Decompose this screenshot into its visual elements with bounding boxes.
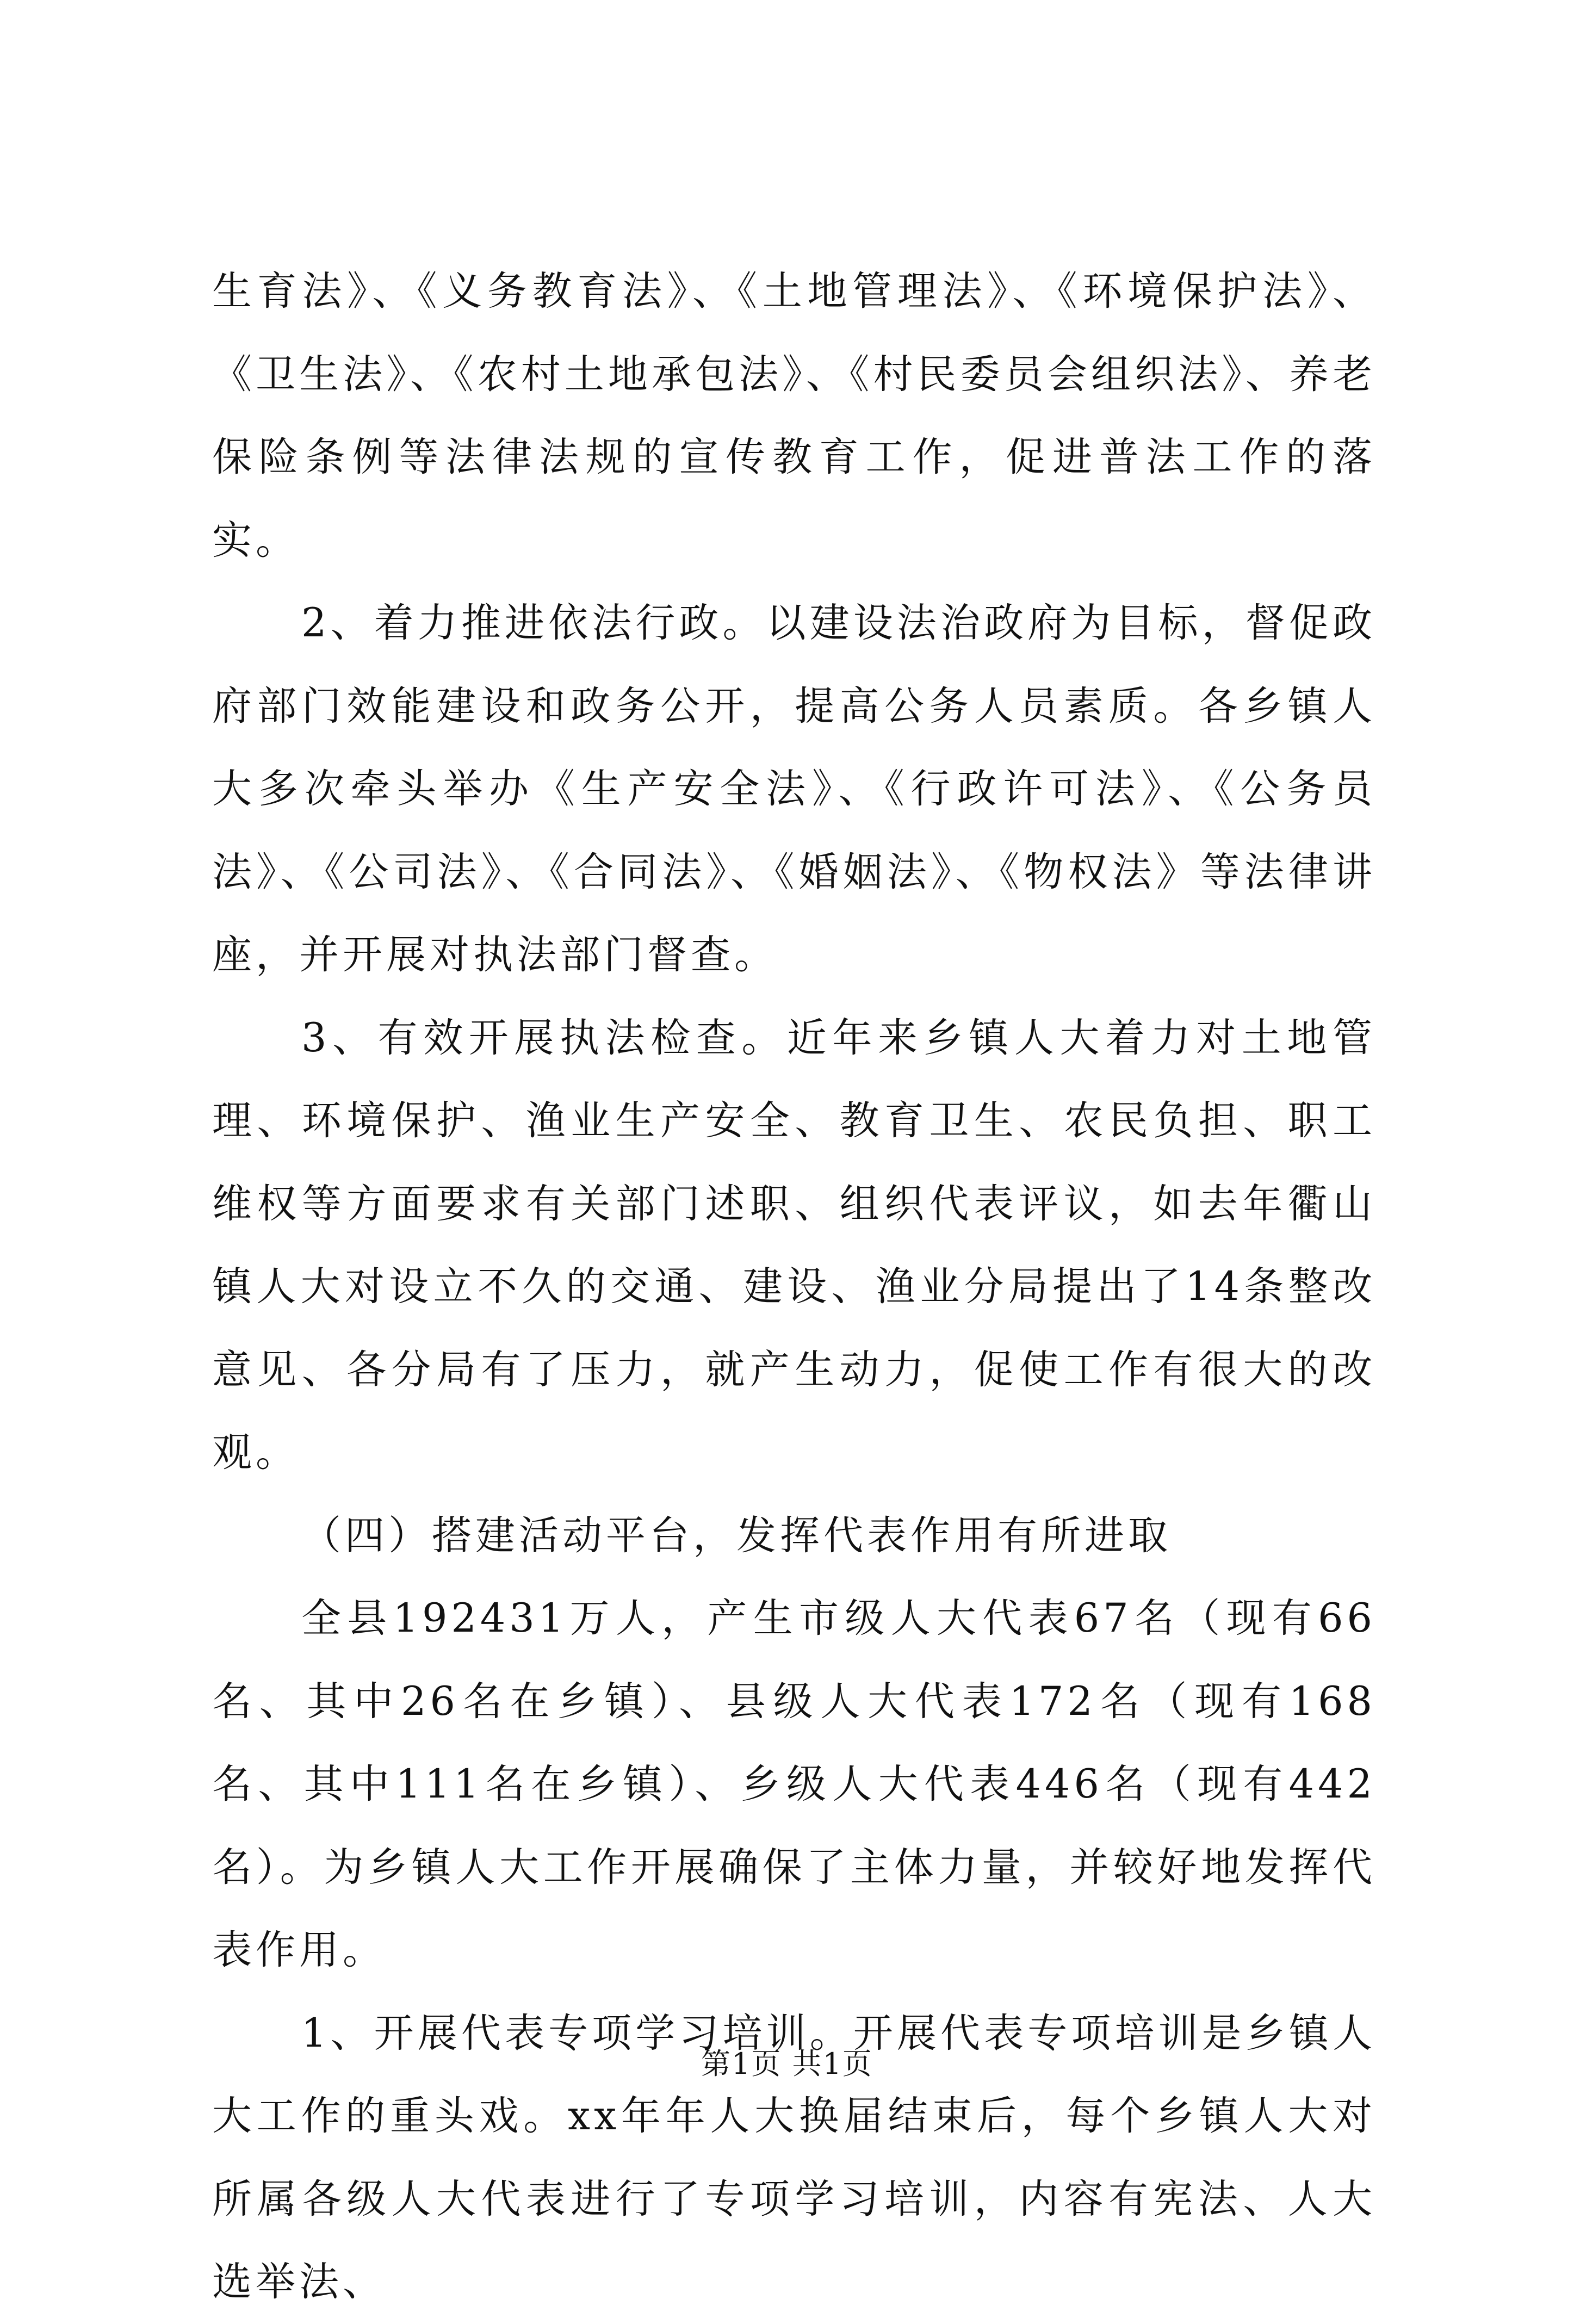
- paragraph-item-2: 2、着力推进依法行政。以建设法治政府为目标，督促政府部门效能建设和政务公开，提高公务人员素质。各乡镇人大多次牵头举办《生产安全法》、《行政许可法》、《公务员法》、《公司法》、《合同法》、《婚姻法》、《物权法》等法律讲座，并开展对执法部门督查。: [212, 600, 1376, 978]
- paragraph-continuation: 生育法》、《义务教育法》、《土地管理法》、《环境保护法》、《卫生法》、《农村土地承包法》、《村民委员会组织法》、养老保险条例等法律法规的宣传教育工作，促进普法工作的落实。: [212, 268, 1376, 563]
- paragraph-representatives: 全县192431万人，产生市级人大代表67名（现有66名、其中26名在乡镇）、县级人大代表172名（现有168名、其中111名在乡镇）、乡级人大代表446名（现有442名）。为乡镇人大工作开展确保了主体力量，并较好地发挥代表作用。: [212, 1595, 1376, 1973]
- paragraph-item-1: 1、开展代表专项学习培训。开展代表专项培训是乡镇人大工作的重头戏。xx年年人大换届结束后，每个乡镇人大对所属各级人大代表进行了专项学习培训，内容有宪法、人大选举法、: [212, 2010, 1376, 2305]
- page-footer: 第1页 共1页: [701, 2047, 873, 2081]
- body-text: [212, 250, 1376, 2324]
- section-heading-4: （四）搭建活动平台，发挥代表作用有所进取: [301, 1512, 1172, 1559]
- paragraph-item-3: 3、有效开展执法检查。近年来乡镇人大着力对土地管理、环境保护、渔业生产安全、教育卫生、农民负担、职工维权等方面要求有关部门述职、组织代表评议，如去年衢山镇人大对设立不久的交通、建设、渔业分局提出了14条整改意见、各分局有了压力，就产生动力，促使工作有很大的改观。: [212, 1014, 1376, 1476]
